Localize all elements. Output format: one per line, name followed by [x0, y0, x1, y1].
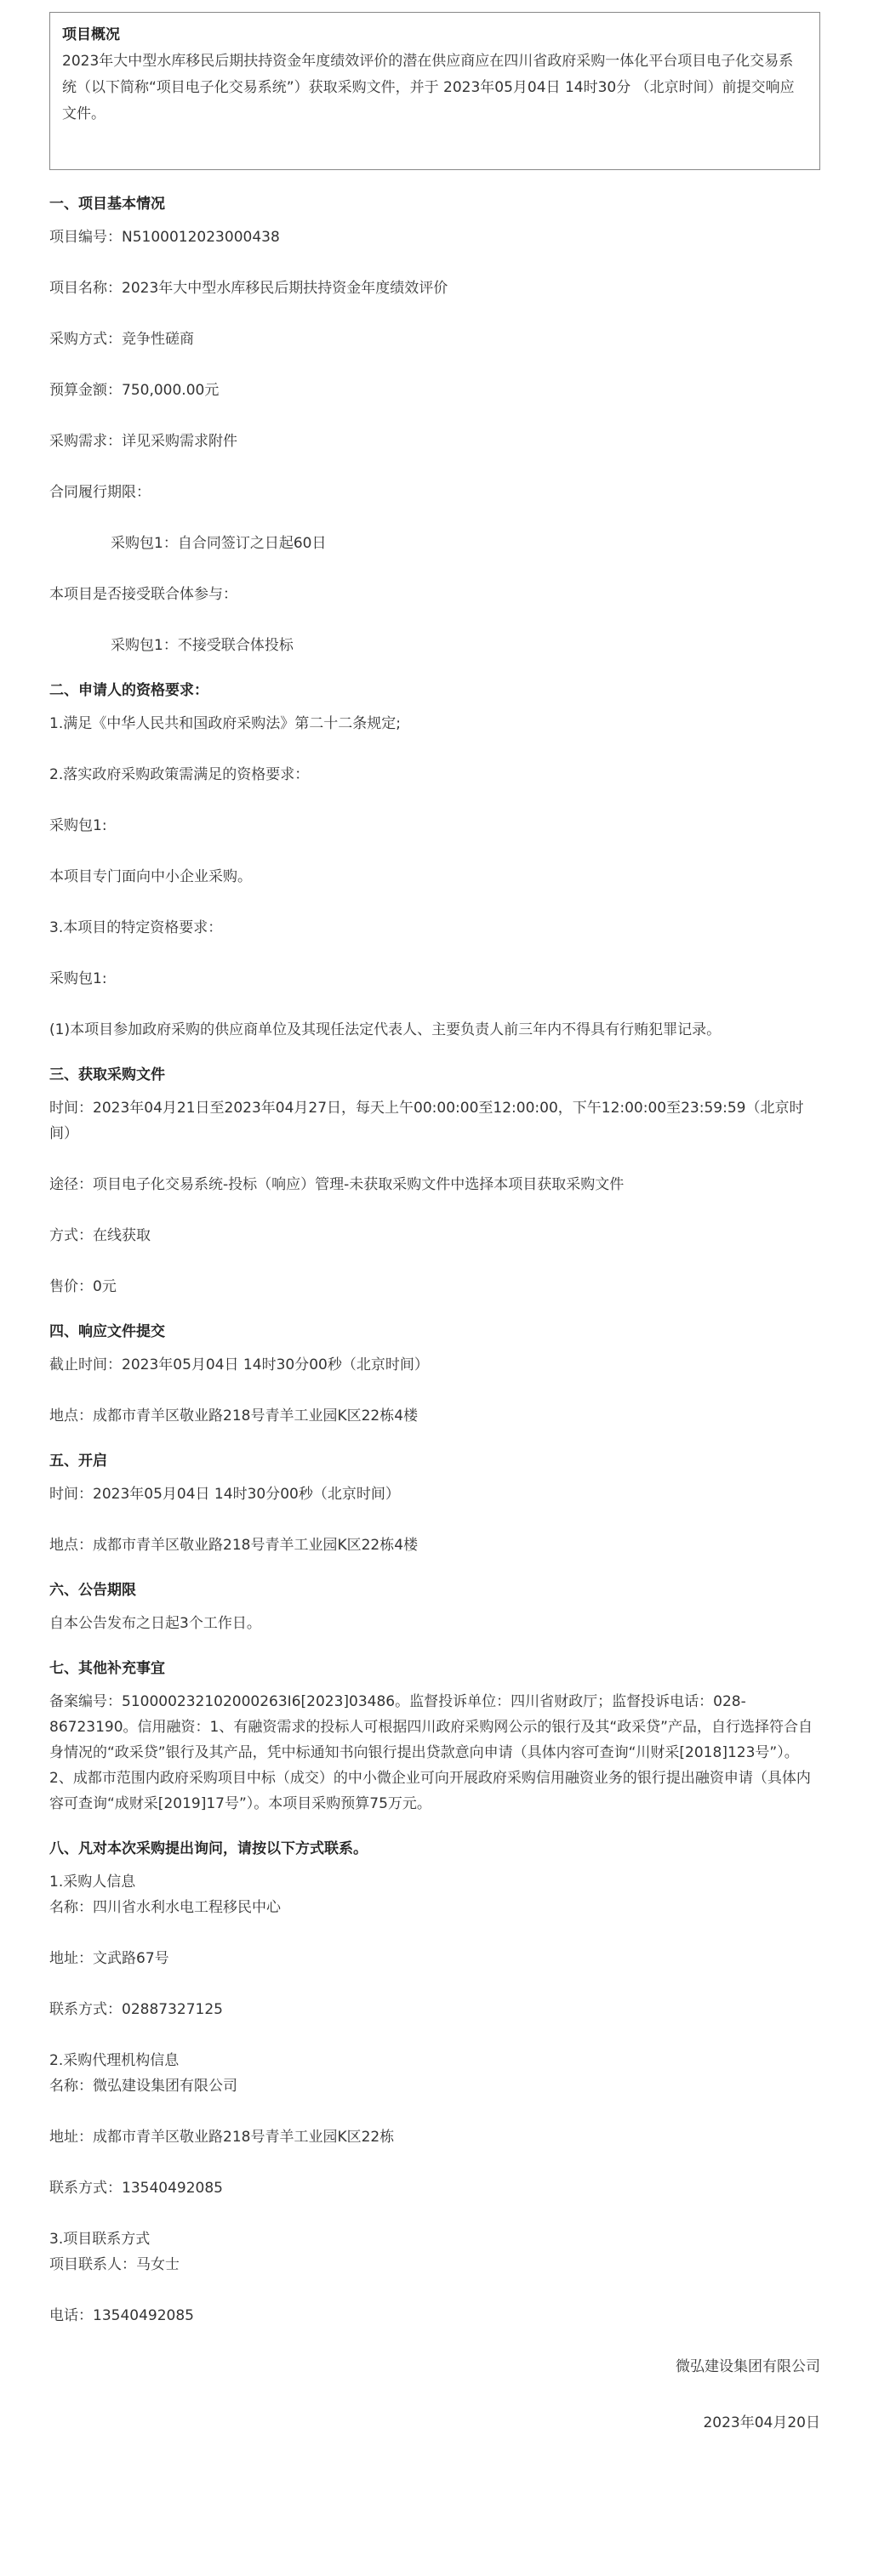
- section-obtain-documents: [49, 1065, 820, 1299]
- procurement-requirement: 采购需求：详见采购需求附件: [49, 433, 237, 450]
- contract-period-value: 采购包1：自合同签订之日起60日: [111, 535, 327, 552]
- purchaser-contact: 联系方式：02887327125: [49, 2001, 223, 2018]
- qualification-line: 2.落实政府采购政策需满足的资格要求：: [49, 766, 310, 783]
- obtain-channel: 途径：项目电子化交易系统-投标（响应）管理-未获取采购文件中选择本项目获取采购文件: [49, 1176, 625, 1193]
- section-qualification: [49, 680, 820, 1043]
- project-contact-phone: 电话：13540492085: [49, 2307, 194, 2324]
- opening-location: 地点：成都市青羊区敬业路218号青羊工业园K区22栋4楼: [49, 1537, 419, 1554]
- project-contact-heading: 3.项目联系方式: [49, 2231, 151, 2248]
- section-submission: [49, 1322, 820, 1429]
- section-basic-info: [49, 194, 820, 658]
- section-contact: [49, 1839, 820, 2329]
- footer-signature: 微弘建设集团有限公司: [676, 2358, 820, 2375]
- obtain-method: 方式：在线获取: [49, 1227, 151, 1244]
- section-other-matters: [49, 1658, 820, 1817]
- obtain-price: 售价：0元: [49, 1278, 117, 1295]
- footer-date: 2023年04月20日: [703, 2414, 820, 2431]
- consortium-label: 本项目是否接受联合体参与：: [49, 586, 237, 603]
- overview-text: 2023年大中型水库移民后期扶持资金年度绩效评价的潜在供应商应在四川省政府采购一体化平台项目电子化交易系统（以下简称“项目电子化交易系统”）获取采购文件，并于 2023年05月04日 14时30分 （北京时间）前提交响应文件。: [62, 53, 795, 122]
- section-title: 八、凡对本次采购提出询问，请按以下方式联系。: [49, 1840, 368, 1857]
- procurement-method: 采购方式：竞争性磋商: [49, 331, 194, 348]
- section-title: 一、项目基本情况: [49, 196, 165, 213]
- agency-contact: 联系方式：13540492085: [49, 2180, 223, 2197]
- submission-deadline: 截止时间：2023年05月04日 14时30分00秒（北京时间）: [49, 1356, 429, 1373]
- qualification-line: 本项目专门面向中小企业采购。: [49, 868, 252, 885]
- section-title: 四、响应文件提交: [49, 1323, 165, 1340]
- section-title: 二、申请人的资格要求：: [49, 682, 208, 699]
- section-title: 七、其他补充事宜: [49, 1660, 165, 1677]
- purchaser-name: 名称：四川省水利水电工程移民中心: [49, 1899, 281, 1916]
- other-matters-text: 备案编号：510000232102000263I6[2023]03486。监督投诉单位：四川省财政厅；监督投诉电话：028-86723190。信用融资：1、有融资需求的投标人可根据四川政府采购网公示的银行及其“政采贷”产品，自行选择符合自身情况的“政采贷”银行及其产品，凭中标通知书向银行提出贷款意向申请（具体内容可查询“川财采[2018]123号”）。2、成都市范围内政府采购项目中标（成交）的中小微企业可向开展政府采购信用融资业务的银行提出融资申请（具体内容可查询“成财采[2019]17号”）。本项目采购预算75万元。: [49, 1693, 813, 1812]
- project-number: 项目编号：N5100012023000438: [49, 229, 280, 246]
- qualification-line: 采购包1:: [49, 817, 107, 834]
- opening-time: 时间：2023年05月04日 14时30分00秒（北京时间）: [49, 1486, 400, 1503]
- section-title: 六、公告期限: [49, 1582, 136, 1599]
- section-title: 五、开启: [49, 1453, 107, 1470]
- project-contact-person: 项目联系人：马女士: [49, 2256, 180, 2273]
- project-name: 项目名称：2023年大中型水库移民后期扶持资金年度绩效评价: [49, 280, 448, 297]
- section-title: 三、获取采购文件: [49, 1066, 165, 1083]
- announcement-content: [49, 194, 820, 2436]
- submission-location: 地点：成都市青羊区敬业路218号青羊工业园K区22栋4楼: [49, 1407, 419, 1424]
- contract-period-label: 合同履行期限：: [49, 484, 151, 501]
- project-overview-box: [49, 12, 820, 170]
- qualification-line: 采购包1:: [49, 970, 107, 987]
- notice-period: 自本公告发布之日起3个工作日。: [49, 1615, 261, 1632]
- qualification-line: 3.本项目的特定资格要求：: [49, 919, 223, 936]
- purchaser-address: 地址：文武路67号: [49, 1950, 169, 1967]
- budget-amount: 预算金额：750,000.00元: [49, 382, 220, 399]
- qualification-line: 1.满足《中华人民共和国政府采购法》第二十二条规定;: [49, 715, 401, 732]
- section-notice-period: [49, 1580, 820, 1636]
- overview-title: 项目概况: [62, 26, 120, 43]
- agency-info-heading: 2.采购代理机构信息: [49, 2052, 180, 2069]
- obtain-time: 时间：2023年04月21日至2023年04月27日，每天上午00:00:00至12:00:00，下午12:00:00至23:59:59（北京时间）: [49, 1100, 804, 1142]
- consortium-value: 采购包1：不接受联合体投标: [111, 637, 294, 654]
- purchaser-info-heading: 1.采购人信息: [49, 1874, 136, 1891]
- qualification-line: (1)本项目参加政府采购的供应商单位及其现任法定代表人、主要负责人前三年内不得具有行贿犯罪记录。: [49, 1021, 722, 1038]
- agency-name: 名称：微弘建设集团有限公司: [49, 2078, 237, 2095]
- agency-address: 地址：成都市青羊区敬业路218号青羊工业园K区22栋: [49, 2129, 395, 2146]
- section-opening: [49, 1451, 820, 1558]
